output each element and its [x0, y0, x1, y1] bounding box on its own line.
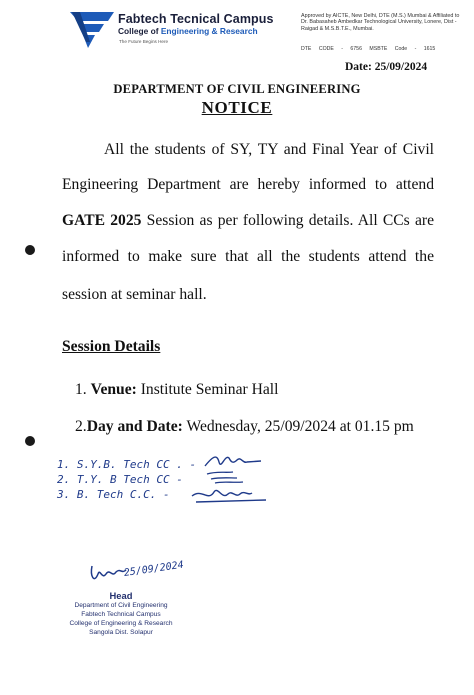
college-name: Fabtech Tecnical Campus — [118, 12, 274, 26]
institute-codes: DTE CODE - 6756 MSBTE Code - 1615 — [301, 46, 436, 52]
college-logo-icon — [70, 12, 114, 48]
head-signature-icon — [88, 560, 128, 588]
punch-hole-bottom — [25, 436, 35, 446]
head-signature-date: 25/09/2024 — [123, 559, 185, 579]
department-heading: DEPARTMENT OF CIVIL ENGINEERING — [113, 82, 361, 96]
body-line-2: Engineering Department are hereby informed to attend — [62, 176, 434, 193]
stamp-line-3: College of Engineering & Research — [69, 620, 173, 627]
stamp-line-2: Fabtech Technical Campus — [81, 611, 161, 618]
college-subtitle: College of Engineering & Research — [118, 26, 258, 36]
handwritten-cc-2: 2. T.Y. B Tech CC - — [57, 473, 183, 486]
body-line-3: GATE 2025 Session as per following details. All CCs are — [62, 212, 434, 229]
body-line-4: informed to make sure that all the students attend the — [62, 248, 434, 265]
college-tagline: The Future Begins Here — [119, 39, 169, 44]
punch-hole-top — [25, 245, 35, 255]
handwritten-cc-3: 3. B. Tech C.C. - — [57, 488, 170, 501]
stamp-line-1: Department of Civil Engineering — [74, 602, 168, 609]
notice-title: NOTICE — [201, 98, 273, 117]
session-item-day-date: 2.Day and Date: Wednesday, 25/09/2024 at 01.15 pm — [75, 418, 414, 435]
stamp-line-4: Sangola Dist. Solapur — [89, 629, 153, 636]
stamp-head: Head — [109, 590, 133, 601]
approval-text: Approved by AICTE, New Delhi, DTE (M.S.) Mumbai & Affiliated to Dr. Babasaheb Ambedkar Technological University, Lonere, Dist - Raigad & M.S.B.T.E., Mumbai. — [301, 13, 460, 32]
body-line-1: All the students of SY, TY and Final Year of Civil — [104, 141, 434, 158]
session-item-venue: 1. Venue: Institute Seminar Hall — [75, 381, 279, 398]
handwritten-cc-1: 1. S.Y.B. Tech CC . - — [57, 458, 197, 471]
session-details-heading: Session Details — [62, 338, 161, 355]
body-line-5: session at seminar hall. — [62, 286, 207, 303]
notice-date: Date: 25/09/2024 — [345, 61, 428, 73]
signature-cc-3-icon — [190, 484, 270, 506]
